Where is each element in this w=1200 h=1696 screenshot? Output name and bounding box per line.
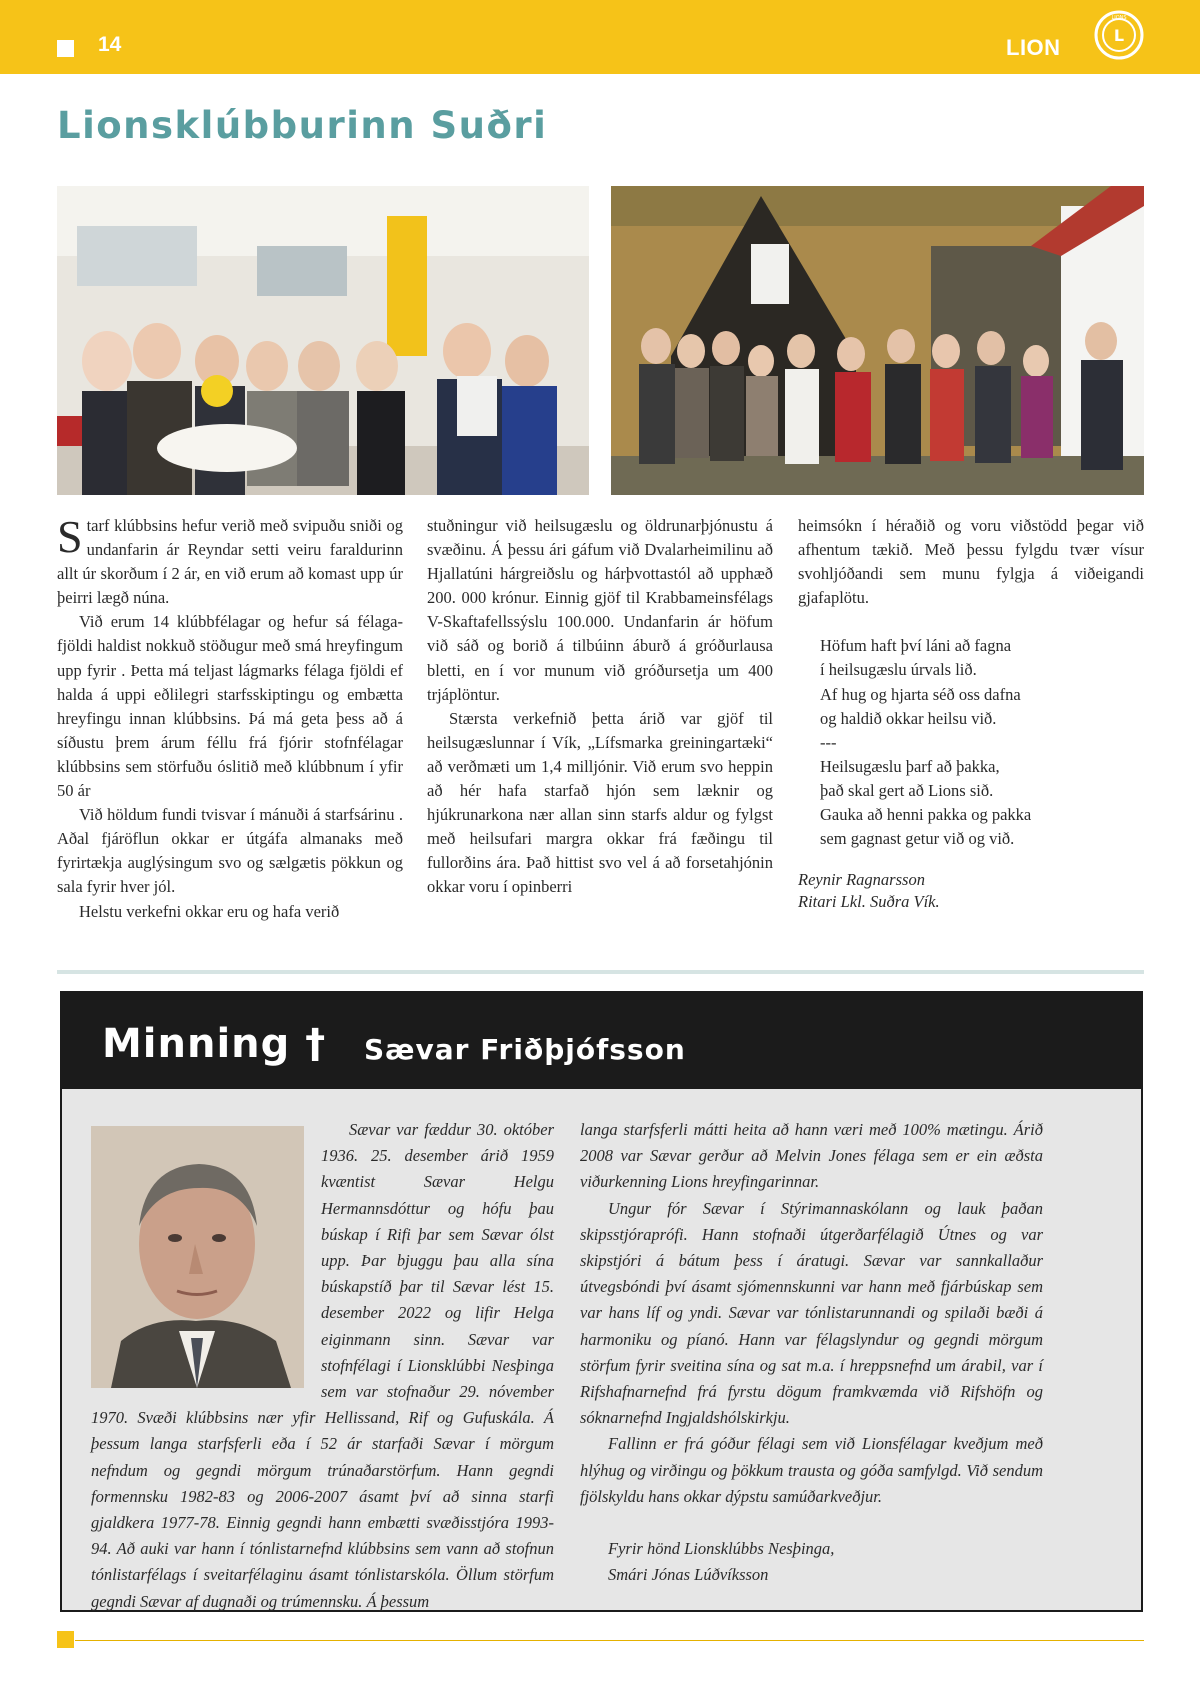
footer-rule xyxy=(75,1640,1144,1641)
memorial-column-left xyxy=(91,1117,554,1615)
page-marker-square xyxy=(57,40,74,57)
poem-line: það skal gert að Lions sið. xyxy=(820,780,994,800)
article-paragraph: Við erum 14 klúbbfélagar og hefur sá félagafjöldi haldist nokkuð stöðugur með smá hreyfingum upp fyrir . Þetta má teljast lágmarks félaga fjöldi ef halda á uppi eðlilegri starfsskiptingu og embætta hreyfingu innan klúbbsins. Þá má geta þess að á síðustu þrem árum féllu frá fjórir stofnfélagar klúbbsins sem störfuðu óslitið með klúbbnum í yfir 50 ár xyxy=(57,612,403,801)
article-paragraph: Við höldum fundi tvisvar í mánuði á starfsárinu . Aðal fjáröflun okkar er útgáfa almanaks með fyrirtækja auglýsingum svo og sælgætis pökkun og sala fyrir hver jól. xyxy=(57,805,403,897)
poem-line: í heilsugæslu úrvals lið. xyxy=(820,660,977,680)
memorial-signoff xyxy=(580,1536,1043,1588)
memorial-heading: Minning † xyxy=(102,1021,327,1067)
article-signature xyxy=(798,869,1144,913)
memorial-paragraph: Sævar var fæddur 30. október 1936. 25. desember árið 1959 kvæntist Sævar Helgu Hermannsdóttur og hófu þau búskap í Rifi þar sem Sævar ólst upp. Þar bjuggu þau alla sína búskapstíð þar til Sævar lést 15. desember 2022 og lifir Helga eiginmann sinn. Sævar var stofnfélagi í Lionsklúbbi Nesþinga sem var stofnaður 29. nóvember 1970. Svæði klúbbsins nær yfir Hellissand, Rif og Gufuskála. Á þessum langa starfsferli eða í 52 ár starfaði Sævar í mörgum nefndum og gegndi mörgum trúnaðarstörfum. Hann gegndi formennsku 1982-83 og 2006-2007 ásamt því að sinna starfi gjaldkera 1977-78. Einnig gegndi hann embætti svæðisstjóra 1993-94. Að auki var hann í tónlistarnefnd klúbbsins sem vann að stofnun tónlistarfélags í sveitarfélaginu ásamt tónlistarskóla. Öllum störfum gegndi Sævar af dugnaði og trúmennsku. Á þessum xyxy=(91,1120,554,1611)
article-paragraph: stuðningur við heilsugæslu og öldrunarþjónustu á svæðinu. Á þessu ári gáfum við Dvalarheimilinu að Hjallatúni hárgreiðslu og hárþvottastól að upphæð 200. 000 krónur. Einnig gjöf til Krabbameinsfélags V-Skaftafellssýslu 100.000. Undanfarin ár höfum við sáð og borið á tilbúinn áburð á gróðurlausa bletti, en í vor munum við gróðursetja um 400 trjáplöntur. xyxy=(427,516,773,704)
memorial-header xyxy=(62,993,1141,1089)
memorial-column-right xyxy=(580,1117,1043,1588)
signoff-line: Fyrir hönd Lionsklúbbs Nesþinga, xyxy=(608,1539,835,1559)
article-body xyxy=(57,511,1144,924)
page-header-band xyxy=(0,0,1200,74)
poem xyxy=(820,634,1144,851)
photo-group-outdoors xyxy=(611,186,1144,495)
article-title: Lionsklúbburinn Suðri xyxy=(57,104,548,147)
article-column-1 xyxy=(57,511,403,924)
page-number: 14 xyxy=(98,33,122,56)
article-column-3 xyxy=(798,514,1144,913)
poem-line: Höfum haft því láni að fagna xyxy=(820,636,1012,656)
poem-line: sem gagnast getur við og við. xyxy=(820,829,1015,849)
photo-group-indoors xyxy=(57,186,589,495)
memorial-paragraph: langa starfsferli mátti heita að hann væri með 100% mætingu. Árið 2008 var Sævar gerður að Melvin Jones félaga sem er ein æðsta viðurkenning Lions hreyfingarinnar. xyxy=(580,1120,1043,1192)
signature-name: Reynir Ragnarsson xyxy=(798,870,925,890)
memorial-name: Sævar Friðþjófsson xyxy=(364,1033,686,1066)
svg-text:LIONS: LIONS xyxy=(1111,15,1127,21)
poem-line: Af hug og hjarta séð oss dafna xyxy=(820,684,1021,704)
signoff-name: Smári Jónas Lúðvíksson xyxy=(608,1565,769,1585)
poem-separator: --- xyxy=(820,732,837,752)
lions-logo-icon xyxy=(1094,10,1144,60)
memorial-paragraph: Ungur fór Sævar í Stýrimannaskólann og lauk þaðan skipsstjóraprófi. Hann stofnaði útgerðarfélagið Útnes og var skipstjóri á bátum þess í áratugi. Sævar var sannkallaður útvegsbóndi því ásamt sjómennskunni var hann með fjárbúskap sem var hans líf og yndi. Sævar var tónlistarunnandi og spilaði bæði á harmoniku og píanó. Hann var félagslyndur og gegndi mörgum störfum fyrir sveitina sína og sat m.a. í hreppsnefnd um árabil, var í Rifshafnarnefnd frá fyrstu dögum framkvæmda við Rifshöfn og sóknarnefnd Ingjaldshólskirkju. xyxy=(580,1198,1043,1428)
svg-text:L: L xyxy=(1113,26,1125,45)
article-paragraph: heimsókn í héraðið og voru viðstödd þegar við afhentum tækið. Með þessu fylgdu tvær vísur svohljóðandi sem munu fylgja á viðeigandi gjafaplötu. xyxy=(798,516,1144,608)
signature-role: Ritari Lkl. Suðra Vík. xyxy=(798,892,940,912)
article-paragraph: Helstu verkefni okkar eru og hafa verið xyxy=(79,901,340,921)
poem-line: Heilsugæslu þarf að þakka, xyxy=(820,756,1000,776)
poem-line: Gauka að henni pakka og pakka xyxy=(820,805,1032,825)
article-paragraph: Stærsta verkefnið þetta árið var gjöf til heilsugæslunnar í Vík, „Lífsmarka greiningartæki“ að verðmæti um 1,4 milljónir. Við erum svo heppin að hér hafa starfað hjón sem læknir og hjúkrunarkona nær allan sinn starfs aldur og fylgst með heilsufari margra okkar frá fæðingu til fullorðins ára. Það hittist svo vel á að forsetahjónin okkar voru í opinberri xyxy=(427,708,773,897)
magazine-brand: LION xyxy=(1006,35,1061,60)
article-paragraph: Starf klúbbsins hefur verið með svipuðu sniði og undanfarin ár Reyndar setti veiru faraldurinn allt úr skorðum í 2 ár, en við erum að komast upp úr þeirri lægð núna. xyxy=(57,511,403,608)
drop-cap: S xyxy=(57,511,83,562)
article-column-2 xyxy=(427,514,773,900)
section-divider xyxy=(57,970,1144,974)
poem-line: og haldið okkar heilsu við. xyxy=(820,708,997,728)
footer-marker-square xyxy=(57,1631,74,1648)
memorial-paragraph: Fallinn er frá góður félagi sem við Lionsfélagar kveðjum með hlýhug og virðingu og þökkum trausta og góða samfylgd. Við sendum fjölskyldu hans okkar dýpstu samúðarkveðjur. xyxy=(580,1434,1043,1506)
memorial-box xyxy=(60,991,1143,1612)
